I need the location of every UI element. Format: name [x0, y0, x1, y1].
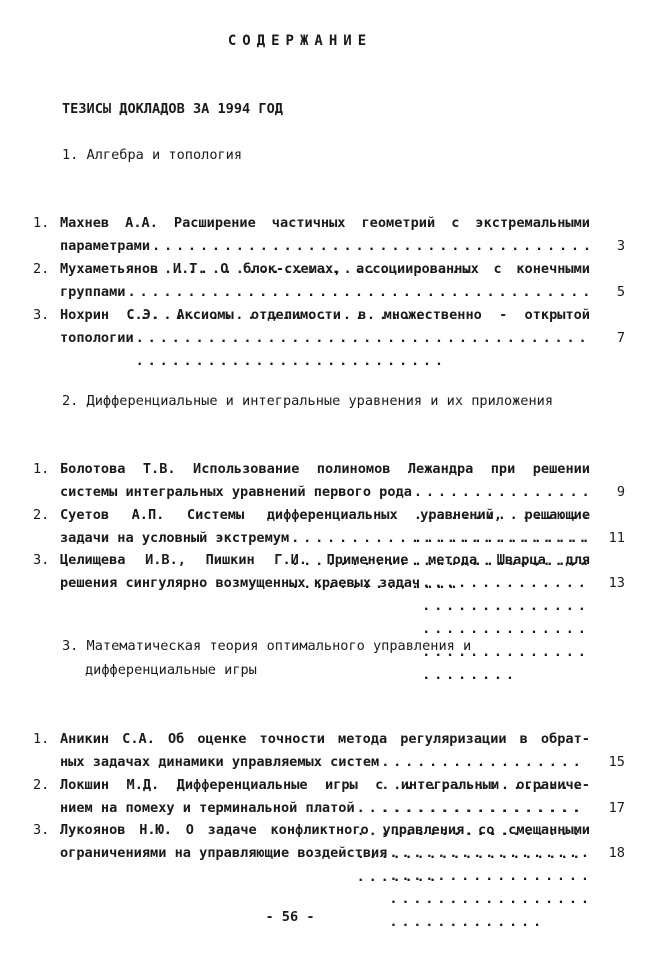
entry-number: 3. — [33, 307, 50, 323]
section-heading: 3. Математическая теория оптимального управления и — [62, 638, 472, 654]
entry-number: 2. — [33, 261, 50, 277]
entry-number: 1. — [33, 461, 50, 477]
entry-title-line1: Суетов А.П. Системы дифференциальных уравнений, решающие — [60, 507, 590, 523]
entry-page: 11 — [608, 530, 625, 546]
entry-title-line1: Нохрин С.Э. Аксиомы отделимости в множественно - открытой — [60, 307, 590, 323]
toc-entry — [33, 728, 625, 774]
entry-number: 3. — [33, 822, 50, 838]
entry-title-line1: Локшин М.Д. Дифференциальные игры с интегральным ограниче- — [60, 777, 590, 793]
entry-page: 15 — [608, 754, 625, 770]
section-heading: 1. Алгебра и топология — [62, 147, 243, 163]
entry-page: 5 — [616, 284, 625, 300]
entry-page: 18 — [608, 845, 625, 861]
entry-title-line2: ных задачах динамики управляемых систем — [60, 754, 380, 770]
entry-page: 9 — [616, 484, 625, 500]
entry-title-line2: нием на помеху и терминальной платой — [60, 800, 355, 816]
entry-title-line2: ограничениями на управляющие воздействия — [60, 845, 388, 861]
entry-title-line2: системы интегральных уравнений первого рода — [60, 484, 412, 500]
entry-title-line2: задачи на условный экстремум — [60, 530, 290, 546]
toc-entry — [33, 504, 625, 550]
entry-page: 3 — [616, 238, 625, 254]
toc-entry — [33, 549, 625, 595]
entry-page: 7 — [616, 330, 625, 346]
entry-title-line2: топологии — [60, 330, 134, 346]
page-title: СОДЕРЖАНИЕ — [227, 33, 373, 49]
dot-leader — [136, 327, 590, 373]
entry-number: 3. — [33, 552, 50, 568]
toc-entry — [33, 458, 625, 504]
entry-title-line1: Аникин С.А. Об оценке точности метода регуляризации в обрат- — [60, 731, 590, 747]
entry-title-line1: Лукоянов Н.Ю. О задаче конфликтного управления со смешанными — [60, 822, 590, 838]
toc-entry — [33, 819, 625, 865]
toc-entry — [33, 258, 625, 304]
entry-number: 2. — [33, 507, 50, 523]
entry-title-line1: Болотова Т.В. Использование полиномов Лежандра при решении — [60, 461, 590, 477]
entry-title-line1: Целищева И.В., Пишкин Г.И. Применение метода Шварца для — [60, 552, 590, 568]
section-heading: 2. Дифференциальные и интегральные уравнения и их приложения — [62, 393, 554, 409]
entry-title-line2: решения сингулярно возмущенных краевых задач — [60, 575, 421, 591]
entry-title-line1: Махнев А.А. Расширение частичных геометрий с экстремальными — [60, 215, 590, 231]
toc-entry — [33, 304, 625, 350]
subtitle: ТЕЗИСЫ ДОКЛАДОВ ЗА 1994 ГОД — [62, 101, 283, 117]
entry-title-line2: группами — [60, 284, 126, 300]
entry-number: 1. — [33, 731, 50, 747]
entry-page: 17 — [608, 800, 625, 816]
entry-page: 13 — [608, 575, 625, 591]
section-heading: дифференциальные игры — [85, 662, 257, 678]
entry-number: 2. — [33, 777, 50, 793]
entry-title-line1: Мухаметьянов И.Т. О блок-схемах, ассоциированных с конечными — [60, 261, 590, 277]
entry-number: 1. — [33, 215, 50, 231]
toc-entry — [33, 774, 625, 820]
page-number: - 56 - — [265, 909, 315, 925]
dot-leader — [422, 572, 590, 687]
entry-title-line2: параметрами — [60, 238, 151, 254]
toc-entry — [33, 212, 625, 258]
